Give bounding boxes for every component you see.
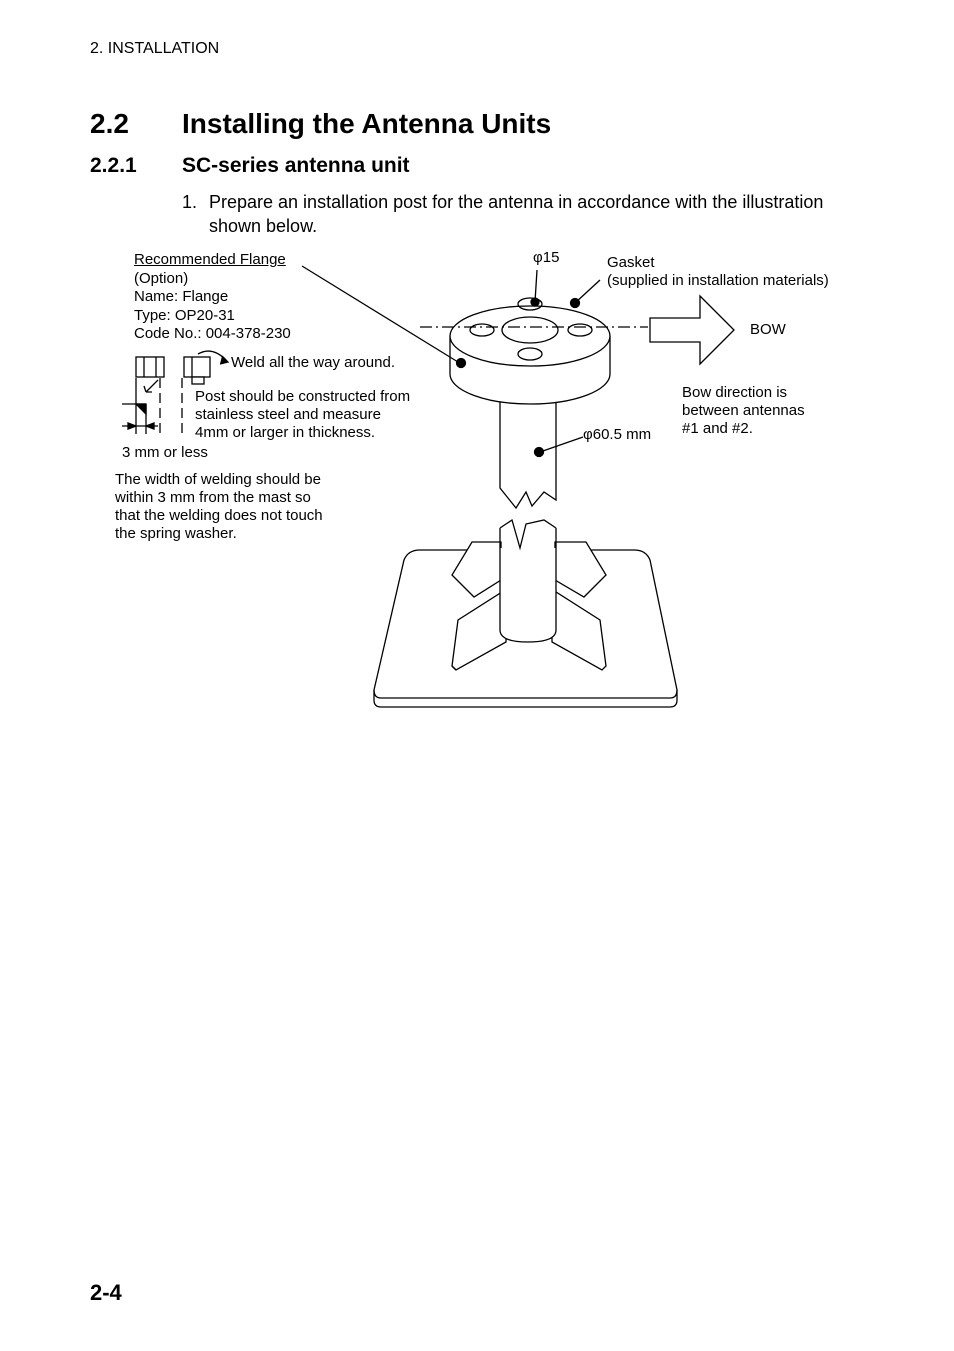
- gasket-line: Gasket: [607, 254, 655, 271]
- post-note-line: stainless steel and measure: [195, 406, 381, 423]
- flange-option: (Option): [134, 269, 189, 287]
- post-material-note: [195, 388, 410, 442]
- flange-code: Code No.: 004-378-230: [134, 325, 291, 342]
- upper-post-drawing: [500, 394, 556, 508]
- page-number: 2-4: [90, 1280, 122, 1305]
- bow-note-line: Bow direction is: [682, 384, 788, 401]
- step-number: 1.: [182, 192, 198, 212]
- bow-label: BOW: [750, 321, 786, 338]
- gasket-line: (supplied in installation materials): [607, 272, 829, 289]
- flange-callout: [134, 251, 291, 344]
- flange-name: Name: Flange: [134, 288, 229, 305]
- section-title: Installing the Antenna Units: [182, 108, 552, 139]
- gasket-label: [607, 254, 829, 290]
- section-number: 2.2: [90, 108, 129, 139]
- bow-arrow-icon: [650, 296, 734, 364]
- width-note-line: within 3 mm from the mast so: [115, 489, 311, 506]
- weld-width-note: [115, 471, 323, 543]
- width-note-line: that the welding does not touch: [115, 507, 323, 524]
- weld-note: Weld all the way around.: [231, 354, 395, 371]
- gap-label: 3 mm or less: [122, 444, 208, 461]
- width-note-line: the spring washer.: [115, 525, 237, 542]
- flange-drawing: [450, 298, 610, 404]
- step-text: Prepare an installation post for the antenna in accordance with the illustration shown below.: [209, 192, 824, 236]
- bow-note-line: between antennas: [682, 402, 805, 419]
- lower-post-drawing: [500, 520, 556, 642]
- post-diameter-label: φ60.5 mm: [583, 426, 652, 443]
- subsection-title: SC-series antenna unit: [182, 154, 410, 177]
- running-header: 2. INSTALLATION: [90, 40, 220, 57]
- subsection-number: 2.2.1: [90, 154, 137, 177]
- width-note-line: The width of welding should be: [115, 471, 321, 488]
- hole-diameter-label: φ15: [533, 249, 560, 266]
- bow-note-line: #1 and #2.: [682, 420, 753, 437]
- flange-title: Recommended Flange: [134, 251, 286, 268]
- bow-direction-note: [682, 384, 805, 438]
- flange-type: Type: OP20-31: [134, 306, 235, 324]
- post-note-line: Post should be constructed from: [195, 388, 411, 405]
- post-note-line: 4mm or larger in thickness.: [195, 424, 376, 441]
